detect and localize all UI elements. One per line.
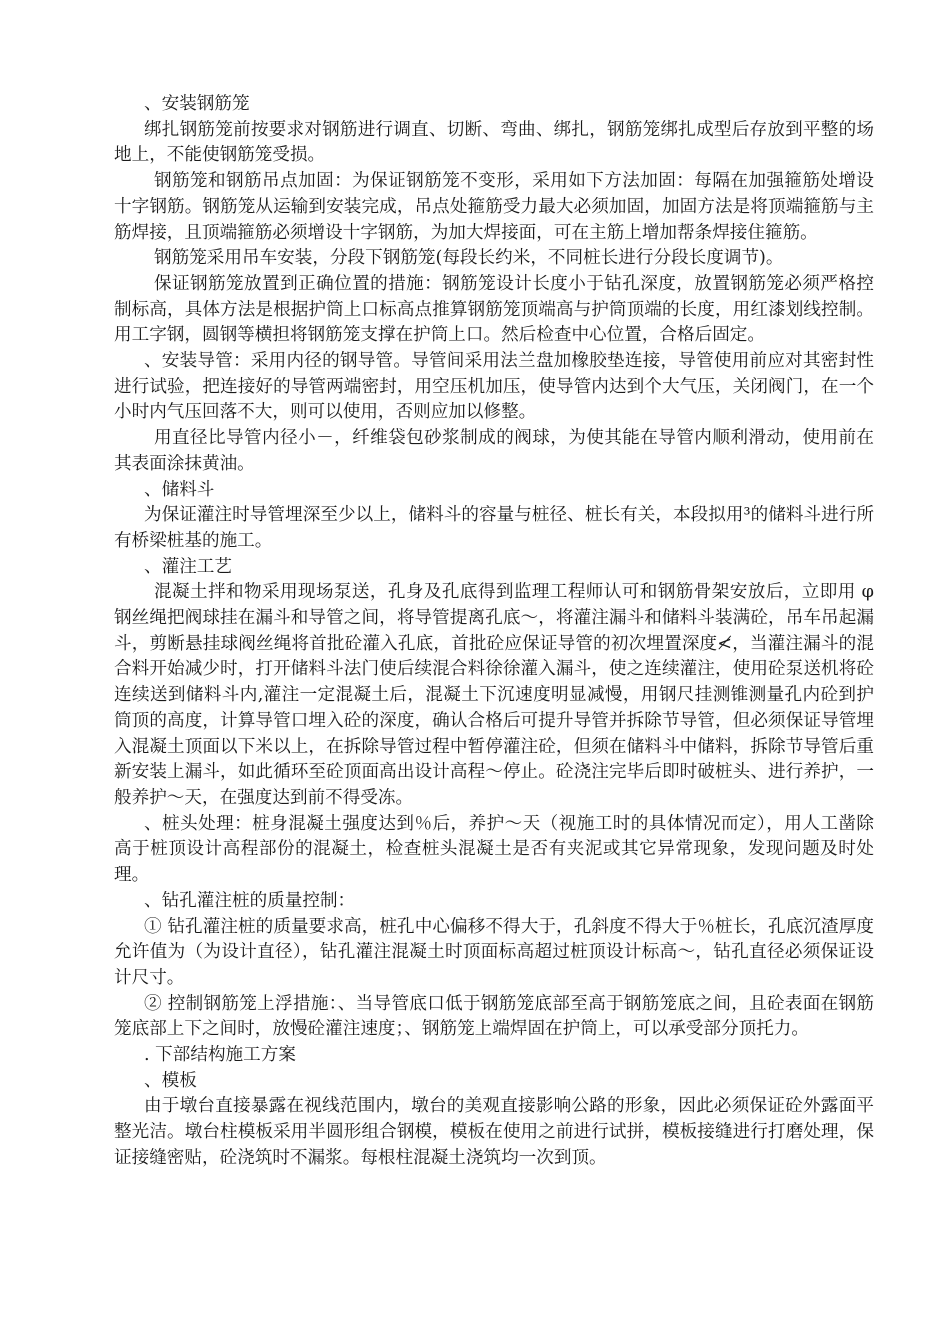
paragraph-quality-item-2: ② 控制钢筋笼上浮措施：、当导管底口低于钢筋笼底部至高于钢筋笼底之间，且砼表面在钢筋笼底部上下之间时，放慢砼灌注速度；、钢筋笼上端焊固在护筒上，可以承受部分顶托力。 — [114, 993, 874, 1040]
section-heading-pouring: 、灌注工艺 — [144, 556, 232, 577]
section-heading-hopper: 、储料斗 — [144, 479, 215, 500]
section-heading-quality-control: 、钻孔灌注桩的质量控制： — [144, 890, 356, 911]
document-body — [114, 92, 880, 1172]
paragraph-binding-cage: 绑扎钢筋笼前按要求对钢筋进行调直、切断、弯曲、绑扎，钢筋笼绑扎成型后存放到平整的场地上，不能使钢筋笼受损。 — [114, 119, 874, 166]
paragraph-position-measures: 保证钢筋笼放置到正确位置的措施：钢筋笼设计长度小于钻孔深度，放置钢筋笼必须严格控制标高，具体方法是根据护筒上口标高点推算钢筋笼顶端高与护筒顶端的长度，用红漆划线控制。用工字钢，圆钢等横担将钢筋笼支撑在护筒上口。然后检查中心位置，合格后固定。 — [114, 273, 874, 346]
paragraph-pouring-process: 混凝土拌和物采用现场泵送，孔身及孔底得到监理工程师认可和钢筋骨架安放后，立即用 φ 钢丝绳把阀球挂在漏斗和导管之间，将导管提离孔底～，将灌注漏斗和储料斗装满砼，吊车吊起漏斗，剪断悬挂球阀丝绳将首批砼灌入孔底，首批砼应保证导管的初次埋置深度≮，当灌注漏斗的混合料开始减少时，打开储料斗法门使后续混合料徐徐灌入漏斗，使之连续灌注，使用砼泵送机将砼连续送到储料斗内,灌注一定混凝土后，混凝土下沉速度明显减慢，用钢尺挂测锥测量孔内砼到护筒顶的高度，计算导管口埋入砼的深度，确认合格后可提升导管并拆除节导管，但必须保证导管埋入混凝土顶面以下米以上，在拆除导管过程中暂停灌注砼，但须在储料斗中储料，拆除节导管后重新安装上漏斗，如此循环至砼顶面高出设计高程～停止。砼浇注完毕后即时破桩头、进行养护，一般养护～天，在强度达到前不得受冻。 — [114, 582, 880, 808]
paragraph-quality-item-1: ① 钻孔灌注桩的质量要求高，桩孔中心偏移不得大于，孔斜度不得大于％桩长，孔底沉渣厚度允许值为（为设计直径），钻孔灌注混凝土时顶面标高超过桩顶设计标高～，钻孔直径必须保证设计尺寸。 — [114, 916, 874, 988]
section-heading-substructure: . 下部结构施工方案 — [144, 1045, 296, 1066]
paragraph-install-conduit: 、安装导管：采用内径的钢导管。导管间采用法兰盘加橡胶垫连接，导管使用前应对其密封性进行试验，把连接好的导管两端密封，用空压机加压，使导管内达到个大气压，关闭阀门，在一个小时内气压回落不大，则可以使用，否则应加以修整。 — [114, 351, 874, 423]
section-heading-install-cage: 、安装钢筋笼 — [144, 94, 250, 114]
paragraph-lifting-point: 钢筋笼和钢筋吊点加固：为保证钢筋笼不变形，采用如下方法加固：每隔在加强箍筋处增设十字钢筋。钢筋笼从运输到安装完成，吊点处箍筋受力最大必须加固，加固方法是将顶端箍筋与主筋焊接，且顶端箍筋必须增设十字钢筋，为加大焊接面，可在主筋上增加帮条焊接住箍筋。 — [114, 171, 874, 243]
paragraph-hopper: 为保证灌注时导管埋深至少以上，储料斗的容量与桩径、桩长有关，本段拟用³的储料斗进行所有桥梁桩基的施工。 — [114, 505, 874, 551]
paragraph-pile-head: 、桩头处理：桩身混凝土强度达到％后，养护～天（视施工时的具体情况而定），用人工凿除高于桩顶设计高程部份的混凝土，检查桩头混凝土是否有夹泥或其它异常现象，发现问题及时处理。 — [114, 813, 874, 886]
paragraph-valve-ball: 用直径比导管内径小－，纤维袋包砂浆制成的阀球，为使其能在导管内顺利滑动，使用前在其表面涂抹黄油。 — [114, 428, 874, 474]
paragraph-formwork: 由于墩台直接暴露在视线范围内，墩台的美观直接影响公路的形象，因此必须保证砼外露面平整光洁。墩台柱模板采用半圆形组合钢模，模板在使用之前进行试拼，模板接缝进行打磨处理，保证接缝密贴，砼浇筑时不漏浆。每根柱混凝土浇筑均一次到顶。 — [114, 1096, 874, 1168]
paragraph-crane-install: 钢筋笼采用吊车安装，分段下钢筋笼(每段长约米，不同桩长进行分段长度调节)。 — [154, 248, 784, 269]
section-heading-formwork: 、模板 — [144, 1070, 197, 1091]
